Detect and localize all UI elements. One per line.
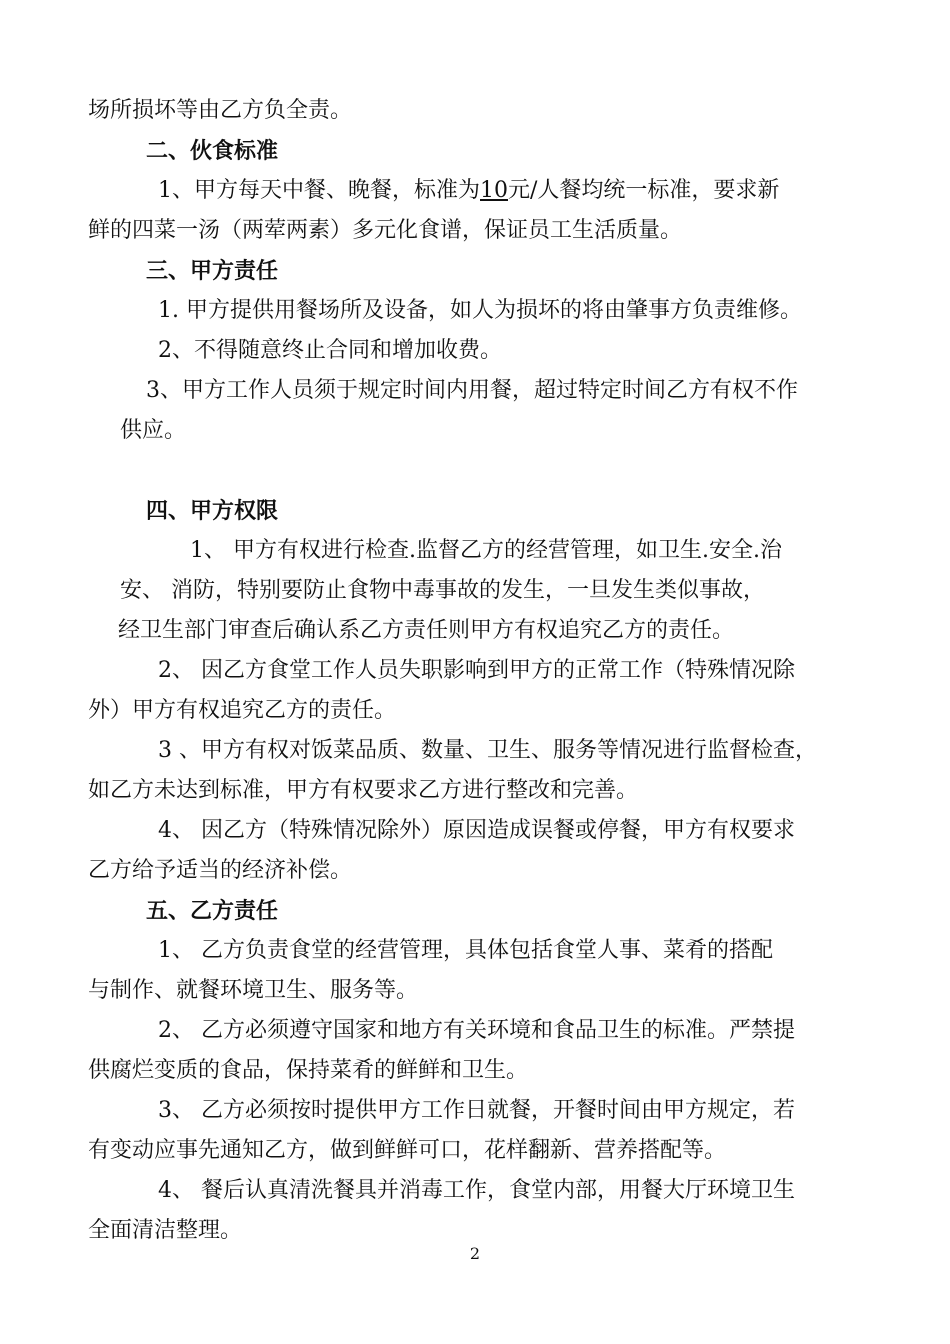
text-line: 场所损坏等由乙方负全责。 [88,98,353,123]
text-line: 3、甲方工作人员须于规定时间内用餐，超过特定时间乙方有权不作 [146,378,798,403]
text-line: 与制作、就餐环境卫生、服务等。 [88,978,419,1003]
section-heading: 五、乙方责任 [146,898,279,924]
text-line: 供应。 [120,418,187,443]
text-line: 3 、甲方有权对饭菜品质、数量、卫生、服务等情况进行监督检查， [158,738,817,763]
page-number: 2 [469,1244,481,1263]
text-line: 鲜的四菜一汤（两荤两素）多元化食谱，保证员工生活质量。 [88,218,683,243]
text-line: 外）甲方有权追究乙方的责任。 [88,698,397,723]
text-line: 2、 乙方必须遵守国家和地方有关环境和食品卫生的标准。严禁提 [158,1018,795,1043]
text-line: 4、 因乙方（特殊情况除外）原因造成误餐或停餐，甲方有权要求 [158,818,795,843]
text-line: 1. 甲方提供用餐场所及设备，如人为损坏的将由肇事方负责维修。 [158,298,802,323]
text-line: 供腐烂变质的食品，保持菜肴的鲜鲜和卫生。 [88,1058,529,1083]
text-line: 1、 乙方负责食堂的经营管理，具体包括食堂人事、菜肴的搭配 [158,938,773,963]
text-line: 有变动应事先通知乙方，做到鲜鲜可口，花样翻新、营养搭配等。 [88,1138,727,1163]
text-line: 2、 因乙方食堂工作人员失职影响到甲方的正常工作（特殊情况除 [158,658,795,683]
text-line: 3、 乙方必须按时提供甲方工作日就餐，开餐时间由甲方规定，若 [158,1098,795,1123]
section-heading: 四、甲方权限 [146,498,279,524]
text-line: 4、 餐后认真清洗餐具并消毒工作，食堂内部，用餐大厅环境卫生 [158,1178,795,1203]
text-segment: 1、甲方每天中餐、晚餐，标准为 [158,178,480,203]
text-line: 安、 消防，特别要防止食物中毒事故的发生，一旦发生类似事故， [120,578,765,603]
meal-price-value: 10 [480,178,508,203]
text-line: 乙方给予适当的经济补偿。 [88,858,353,883]
section-heading: 三、甲方责任 [146,258,279,284]
text-line: 全面清洁整理。 [88,1218,243,1243]
section-heading: 二、伙食标准 [146,138,279,164]
text-segment: 元/人餐均统一标准，要求新 [508,178,780,203]
text-line [0,176,950,206]
text-line: 2、不得随意终止合同和增加收费。 [158,338,502,363]
text-line: 1、 甲方有权进行检查.监督乙方的经营管理，如卫生.安全.治 [190,538,782,563]
text-line: 经卫生部门审查后确认系乙方责任则甲方有权追究乙方的责任。 [118,618,735,643]
text-line: 如乙方未达到标准，甲方有权要求乙方进行整改和完善。 [88,778,639,803]
